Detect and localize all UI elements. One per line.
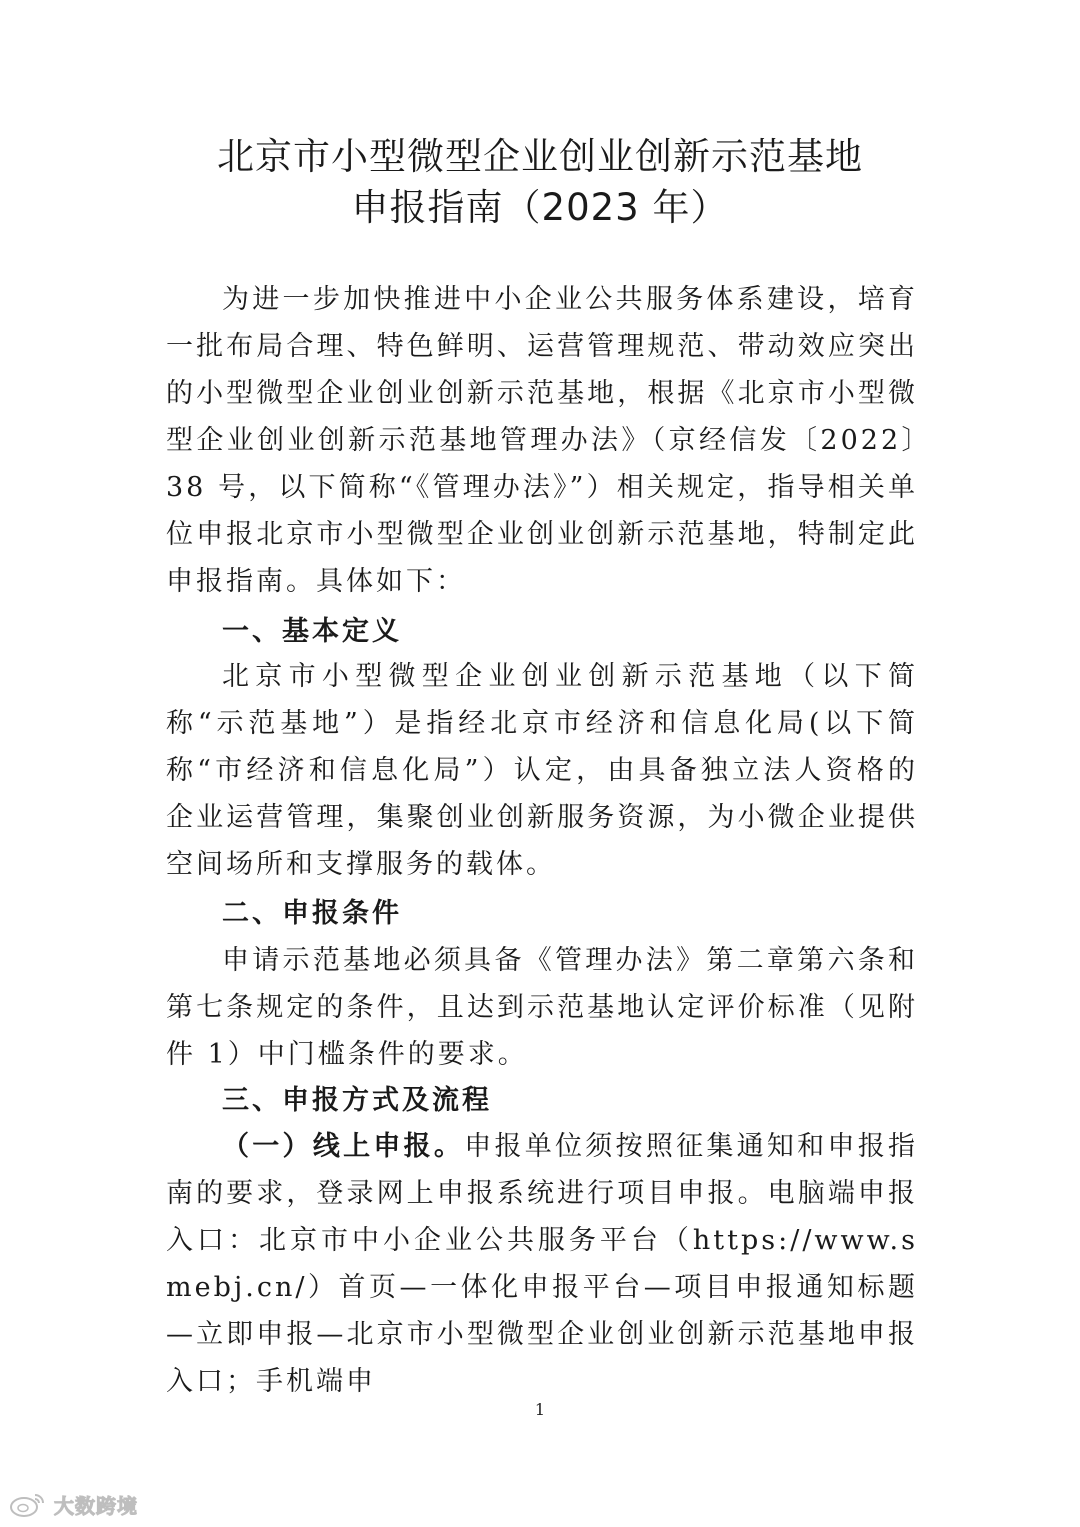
section-heading-conditions: 二、申报条件	[222, 898, 402, 929]
watermark	[8, 1490, 138, 1519]
document-title-line-1: 北京市小型微型企业创业创新示范基地	[217, 135, 863, 178]
page-number: 1	[534, 1400, 546, 1419]
intro-paragraph: 为进一步加快推进中小企业公共服务体系建设，培育一批布局合理、特色鲜明、运营管理规范、带动效应突出的小型微型企业创业创新示范基地，根据《北京市小型微型企业创业创新示范基地管理办法》（京经信发〔2022〕38 号，以下简称“《管理办法》”）相关规定，指导相关单位申报北京市小型微型企业创业创新示范基地，特制定此申报指南。具体如下：	[166, 284, 918, 597]
weibo-logo-icon	[8, 1492, 48, 1518]
document-title-line-2: 申报指南（2023 年）	[351, 186, 729, 229]
watermark-text: 大数跨境	[54, 1494, 138, 1518]
section-paragraph-basic-definition: 北京市小型微型企业创业创新示范基地（以下简称“示范基地”）是指经北京市经济和信息化局(以下简称“市经济和信息化局”）认定，由具备独立法人资格的企业运营管理，集聚创业创新服务资源，为小微企业提供空间场所和支撑服务的载体。	[166, 661, 918, 880]
section-paragraph-process	[166, 1123, 918, 1405]
online-application-lead: （一）线上申报。	[222, 1131, 465, 1162]
section-heading-process: 三、申报方式及流程	[222, 1085, 492, 1116]
section-heading-basic-definition: 一、基本定义	[222, 616, 402, 647]
section-paragraph-conditions: 申请示范基地必须具备《管理办法》第二章第六条和第七条规定的条件，且达到示范基地认定评价标准（见附件 1）中门槛条件的要求。	[166, 945, 918, 1070]
online-application-text: 申报单位须按照征集通知和申报指南的要求，登录网上申报系统进行项目申报。电脑端申报入口：北京市中小企业公共服务平台（https://www.smebj.cn/）首页—一体化申报平台—项目申报通知标题—立即申报—北京市小型微型企业创业创新示范基地申报入口；手机端申	[166, 1131, 919, 1397]
